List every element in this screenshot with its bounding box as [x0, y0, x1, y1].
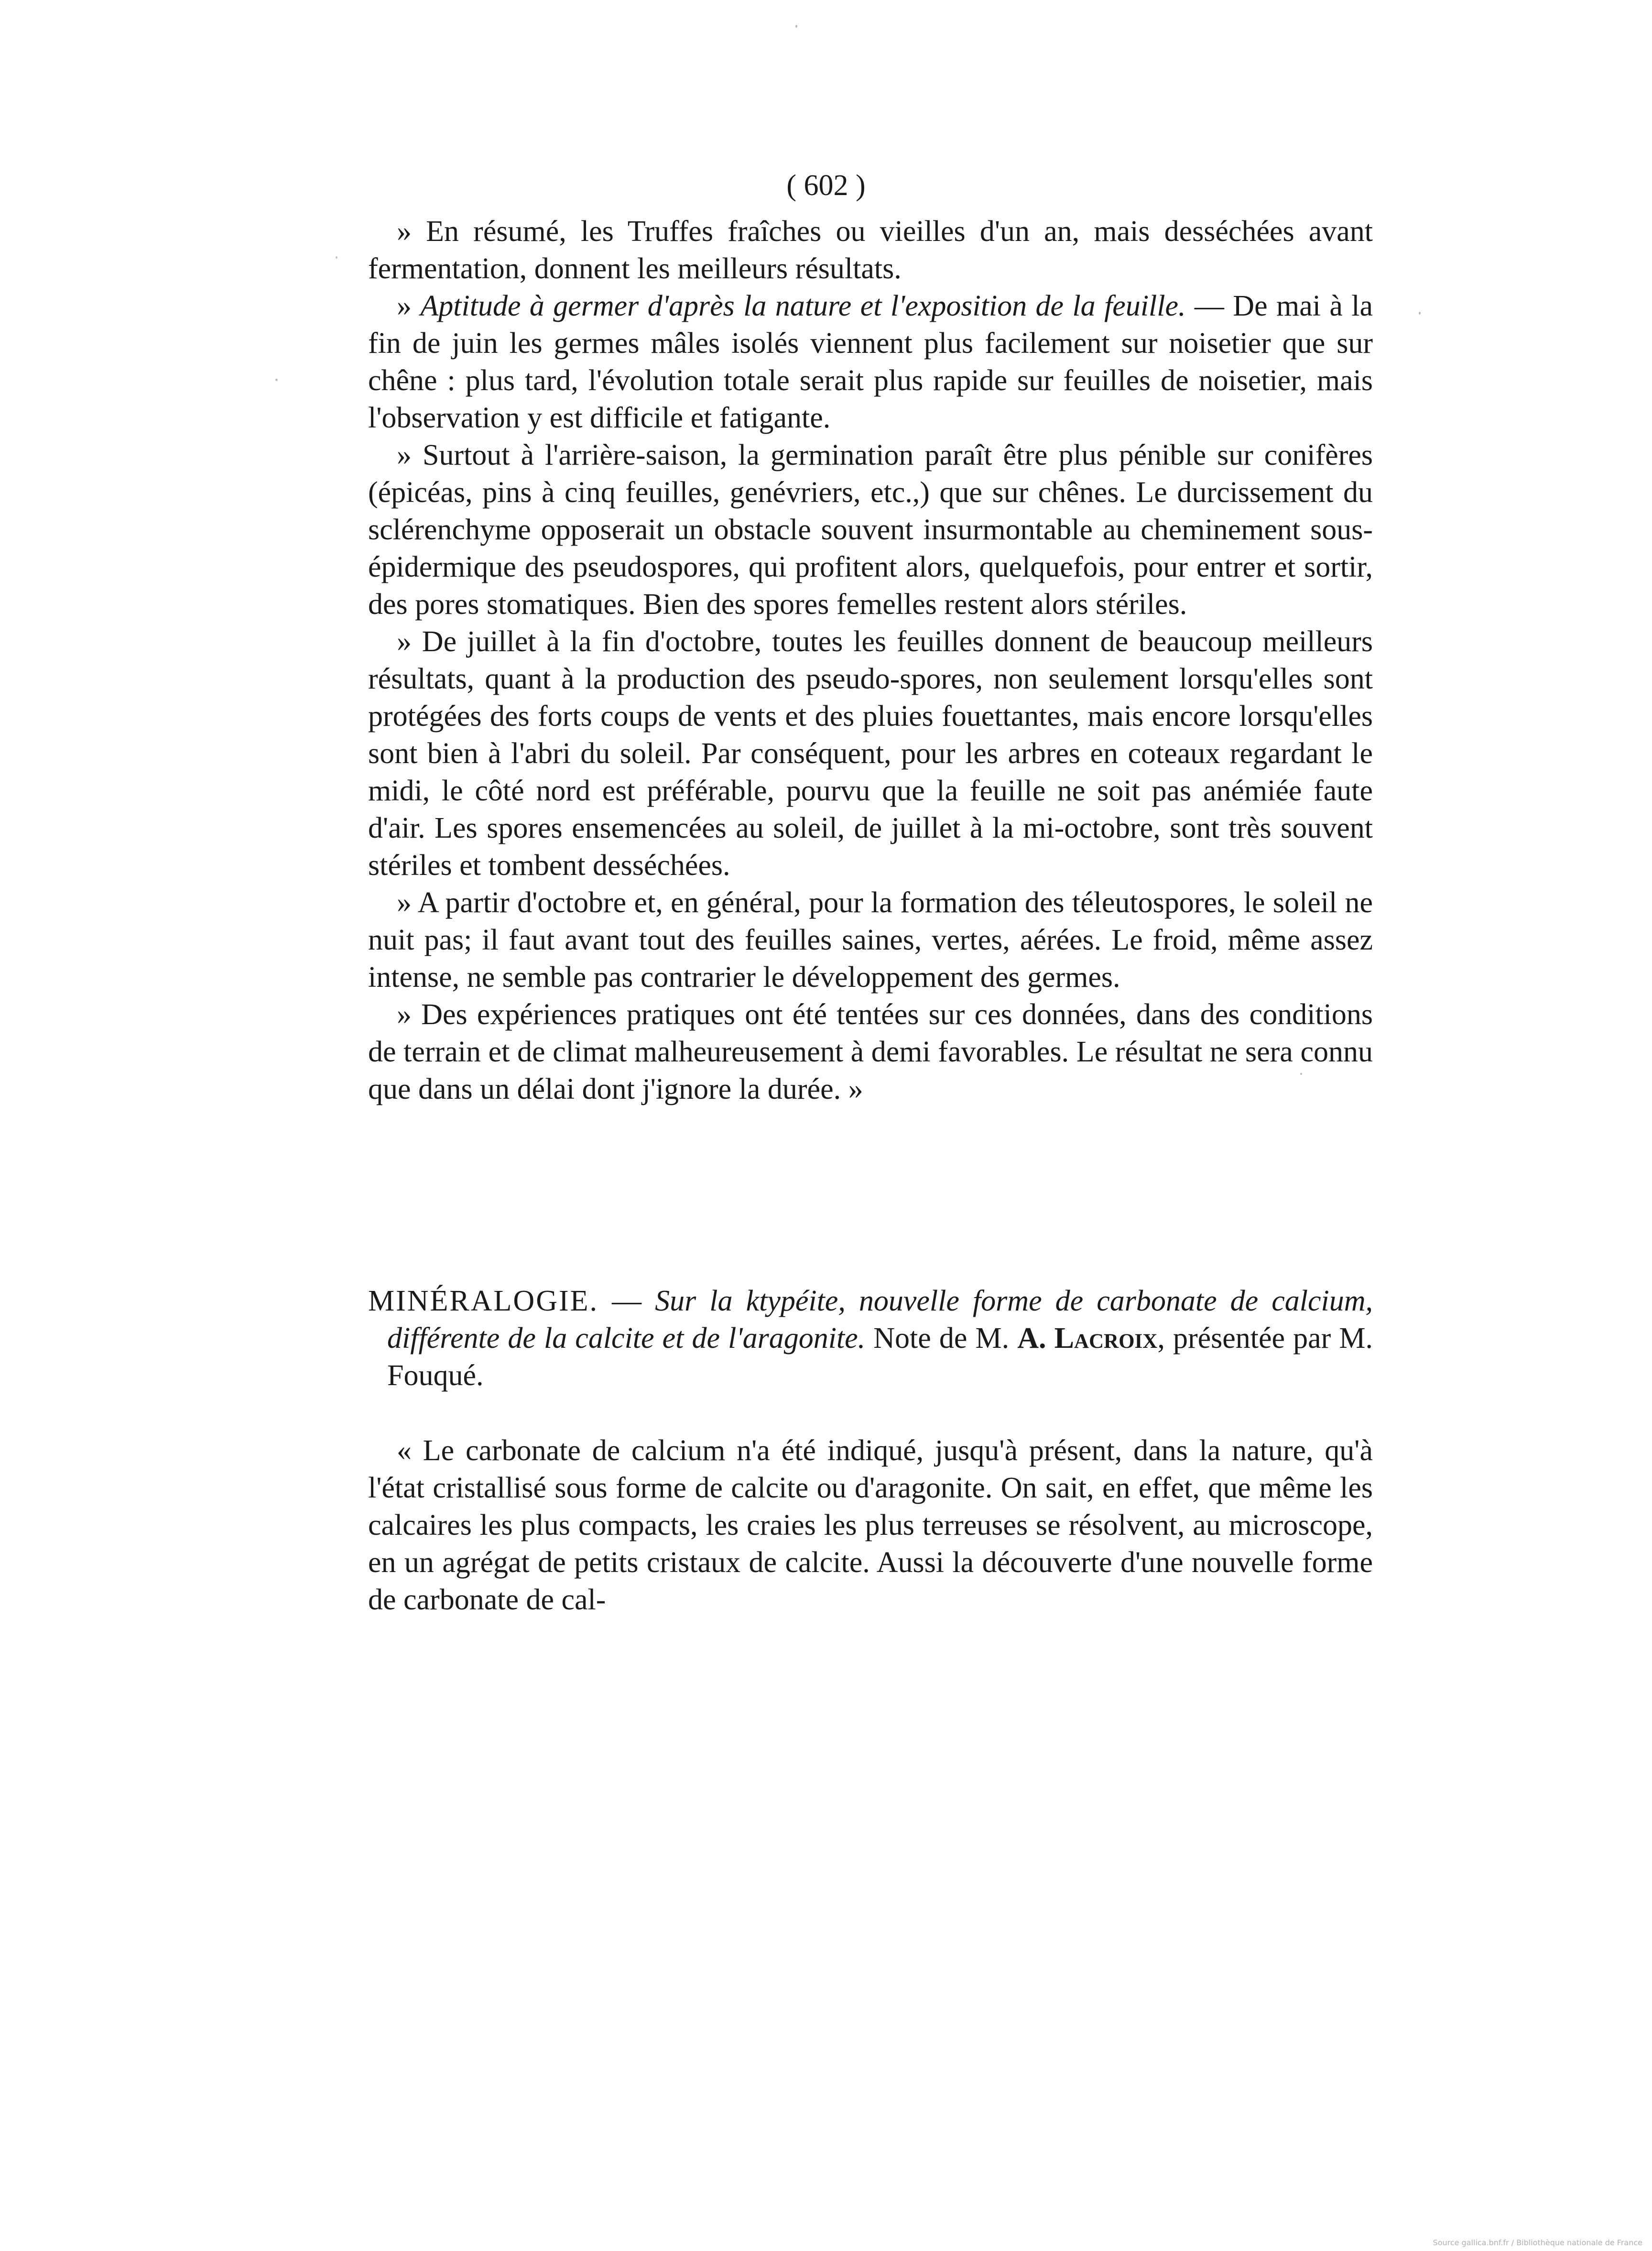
note-suffix: , présentée par M. Fouqué. [387, 1322, 1373, 1392]
heading-dash: — [598, 1285, 655, 1317]
paragraph: » Surtout à l'arrière-saison, la germination paraît être plus pénible sur conifères (épicéas, pins à cinq feuilles, genévriers, etc.,) que sur chênes. Le durcissement du sclérenchyme opposerait un obstacle souvent insurmontable au cheminement sous-épidermique des pseudospores, qui profitent alors, quelquefois, pour entrer et sortir, des pores stomatiques. Bien des spores femelles restent alors stériles. [368, 439, 1373, 621]
paper-speck [1300, 1073, 1302, 1075]
paragraph: « Le carbonate de calcium n'a été indiqué, jusqu'à présent, dans la nature, qu'à l'état cristallisé sous forme de calcite ou d'aragonite. On sait, en effet, que même les calcaires les plus compacts, les craies les plus terreuses se résolvent, au microscope, en un agrégat de petits cristaux de calcite. Aussi la découverte d'une nouvelle forme de carbonate de cal- [368, 1434, 1373, 1616]
paragraph-rest: — De mai à la fin de juin les germes mâles isolés viennent plus facilement sur noisetier que sur chêne : plus tard, l'évolution totale serait plus rapide sur feuilles de noisetier, mais l'observation y est difficile et fatigante. [368, 290, 1373, 434]
paragraph: » Des expériences pratiques ont été tentées sur ces données, dans des conditions de terrain et de climat malheureusement à demi favorables. Le résultat ne sera connu que dans un délai dont j'ignore la durée. » [368, 998, 1373, 1105]
body-text-bottom [368, 1432, 1373, 1618]
author-initial: A. [1017, 1322, 1046, 1355]
note-prefix: Note de M. [865, 1322, 1018, 1355]
author-name: Lacroix [1054, 1322, 1158, 1355]
paper-speck [275, 379, 278, 381]
article-title: Sur la ktypéite, nouvelle forme de carbonate de calcium, différente de la calcite et de l'aragonite. [387, 1285, 1373, 1355]
paragraph-lead: » [397, 290, 421, 322]
paragraph: » De juillet à la fin d'octobre, toutes les feuilles donnent de beaucoup meilleurs résultats, quant à la production des pseudo-spores, non seulement lorsqu'elles sont protégées des forts coups de vents et des pluies fouettantes, mais encore lorsqu'elles sont bien à l'abri du soleil. Par conséquent, pour les arbres en coteaux regardant le midi, le côté nord est préférable, pourvu que la feuille ne soit pas anémiée faute d'air. Les spores ensemencées au soleil, de juillet à la mi-octobre, sont très souvent stériles et tombent desséchées. [368, 625, 1373, 882]
source-watermark: Source gallica.bnf.fr / Bibliothèque nationale de France [1433, 2238, 1642, 2247]
paragraph-italic-heading: Aptitude à germer d'après la nature et l'exposition de la feuille. [420, 290, 1186, 322]
section-label: MINÉRALOGIE. [368, 1285, 598, 1317]
paragraph: » A partir d'octobre et, en général, pour la formation des téleutospores, le soleil ne nuit pas; il faut avant tout des feuilles saines, vertes, aérées. Le froid, même assez intense, ne semble pas contrarier le développement des germes. [368, 886, 1373, 994]
article-heading [368, 1282, 1373, 1394]
paragraph: » En résumé, les Truffes fraîches ou vieilles d'un an, mais desséchées avant fermentation, donnent les meilleurs résultats. [368, 215, 1373, 285]
paper-speck [1419, 312, 1421, 315]
page-number: ( 602 ) [786, 169, 866, 202]
paper-speck [336, 256, 337, 259]
paper-speck [795, 25, 797, 28]
body-text-top [368, 213, 1373, 1108]
paragraph [368, 287, 1373, 437]
